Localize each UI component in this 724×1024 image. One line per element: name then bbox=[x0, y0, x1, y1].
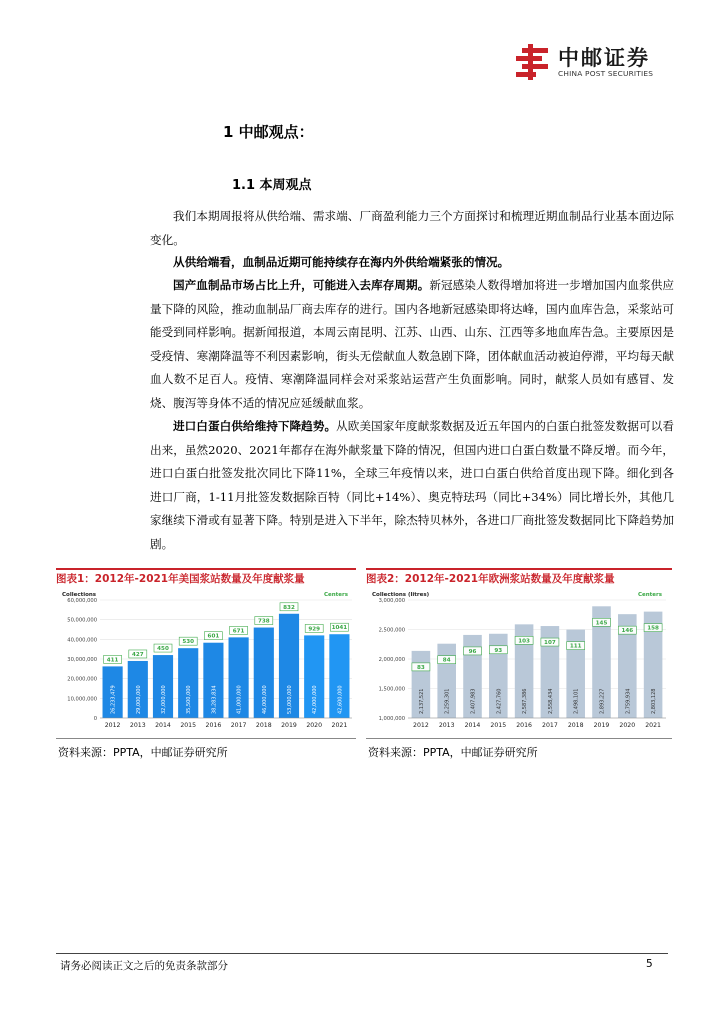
eu-center-label: 107 bbox=[544, 640, 556, 647]
us-ytick-label: 0 bbox=[93, 716, 97, 722]
eu-ylabel: Collections (litres) bbox=[372, 592, 430, 598]
us-bar-value-label: 46,000,000 bbox=[261, 685, 268, 714]
paragraph-supply-summary: 从供给端看，血制品近期可能持续存在海内外供给端紧张的情况。 bbox=[173, 255, 510, 269]
us-center-label: 427 bbox=[131, 651, 144, 658]
eu-bar-value-label: 2,587,386 bbox=[522, 688, 529, 714]
eu-xtick-label: 2014 bbox=[464, 722, 481, 729]
logo-cn-text: 中邮证券 bbox=[558, 46, 650, 70]
us-center-label: 411 bbox=[106, 657, 119, 664]
us-center-label: 832 bbox=[283, 604, 295, 611]
eu-ytick-label: 2,500,000 bbox=[378, 627, 405, 634]
us-center-label: 530 bbox=[182, 639, 195, 646]
eu-bar-value-label: 2,759,934 bbox=[625, 688, 632, 714]
paragraph-domestic-lead: 国产血制品市场占比上升，可能进入去库存周期。 bbox=[173, 278, 430, 292]
us-xtick-label: 2017 bbox=[230, 722, 247, 729]
eu-bar-value-label: 2,259,301 bbox=[444, 688, 451, 714]
us-xtick-label: 2013 bbox=[129, 722, 146, 729]
section-heading: 1 中邮观点： bbox=[223, 123, 314, 141]
eu-xtick-label: 2021 bbox=[645, 722, 661, 729]
us-xtick-label: 2020 bbox=[306, 722, 323, 729]
us-ytick-label: 50,000,000 bbox=[67, 617, 97, 624]
eu-center-label: 158 bbox=[647, 625, 659, 632]
eu-plasma-chart bbox=[366, 590, 672, 742]
eu-xtick-label: 2013 bbox=[438, 722, 455, 729]
eu-ytick-label: 2,000,000 bbox=[378, 657, 405, 663]
paragraph-intro: 我们本期周报将从供给端、需求端、厂商盈利能力三个方面探讨和梳理近期血制品行业基本面边际变化。 bbox=[150, 209, 674, 247]
us-xtick-label: 2018 bbox=[255, 722, 272, 729]
us-centers-legend: Centers bbox=[323, 592, 348, 598]
us-xtick-label: 2021 bbox=[331, 722, 348, 729]
figure-1-bottom-rule bbox=[56, 738, 356, 739]
us-bar-value-label: 42,000,000 bbox=[312, 685, 319, 714]
us-center-label: 601 bbox=[207, 633, 220, 640]
us-ytick-label: 20,000,000 bbox=[67, 676, 97, 683]
footer-disclaimer: 请务必阅读正文之后的免责条款部分 bbox=[60, 960, 228, 972]
us-bar-value-label: 41,000,000 bbox=[236, 685, 243, 714]
paragraph-import-body: 从欧美国家年度献浆数据及近五年国内的白蛋白批签发数据可以看出来，虽然2020、2021年都存在海外献浆量下降的情况，但国内进口白蛋白数量不降反增。而今年，进口白蛋白批签发批次同比下降11%，全球三年疫情以来，进口白蛋白供给首度出现下降。细化到各进口厂商，1-11月批签发数据除百特（同比+14%）、奥克特珐玛（同比+34%）同比增长外，其他几家继续下滑或有显著下降。特别是进入下半年，除杰特贝林外，各进口厂商批签发数据同比下降趋势加剧。 bbox=[150, 419, 674, 551]
footer-rule bbox=[56, 953, 668, 954]
subsection-heading: 1.1 本周观点 bbox=[232, 178, 312, 193]
eu-bar-value-label: 2,498,101 bbox=[573, 688, 580, 714]
eu-xtick-label: 2019 bbox=[593, 722, 610, 729]
us-bar-value-label: 35,500,000 bbox=[186, 685, 193, 714]
eu-xtick-label: 2018 bbox=[567, 722, 584, 729]
us-ytick-label: 60,000,000 bbox=[67, 598, 97, 604]
eu-centers-legend: Centers bbox=[637, 592, 662, 598]
us-xtick-label: 2019 bbox=[281, 722, 297, 729]
us-bar-value-label: 53,000,000 bbox=[287, 685, 293, 714]
paragraph-import-albumin bbox=[150, 415, 674, 557]
us-center-label: 671 bbox=[232, 628, 245, 635]
eu-center-label: 93 bbox=[494, 647, 503, 654]
paragraph-domestic-body: 新冠感染人数得增加将进一步增加国内血浆供应量下降的风险，推动血制品厂商去库存的进行。国内各地新冠感染即将达峰，国内血库告急，采浆站可能受到同样影响。据新闻报道，本周云南昆明、江苏、山西、山东、江西等多地血库告急。主要原因是受疫情、寒潮降温等不利因素影响，街头无偿献血人数急剧下降，团体献血活动被迫停滞，平均每天献血人数不足百人。疫情、寒潮降温同样会对采浆站运营产生负面影响。同时，献浆人员如有感冒、发烧、腹泻等身体不适的情况应延缓献血浆。 bbox=[150, 278, 674, 410]
figure-2 bbox=[366, 568, 672, 728]
figure-1-title: 图表1：2012年-2021年美国浆站数量及年度献浆量 bbox=[56, 568, 356, 588]
eu-ytick-label: 1,000,000 bbox=[378, 716, 405, 722]
figure-2-title: 图表2：2012年-2021年欧洲浆站数量及年度献浆量 bbox=[366, 568, 672, 588]
us-center-label: 1041 bbox=[331, 625, 348, 632]
us-plasma-chart bbox=[56, 590, 356, 742]
us-bar-value-label: 38,283,834 bbox=[211, 685, 218, 714]
eu-bar-value-label: 2,893,227 bbox=[599, 688, 606, 714]
eu-xtick-label: 2017 bbox=[542, 722, 558, 729]
eu-xtick-label: 2020 bbox=[619, 722, 636, 729]
us-xtick-label: 2015 bbox=[180, 722, 197, 729]
us-ylabel: Collections bbox=[62, 592, 97, 598]
us-ytick-label: 40,000,000 bbox=[67, 637, 97, 644]
paragraph-import-lead: 进口白蛋白供给维持下降趋势。 bbox=[173, 419, 337, 433]
us-center-label: 738 bbox=[257, 618, 270, 625]
eu-center-label: 146 bbox=[621, 628, 634, 635]
eu-center-label: 84 bbox=[442, 657, 451, 664]
eu-center-label: 96 bbox=[468, 648, 477, 655]
us-center-label: 450 bbox=[157, 646, 169, 653]
eu-bar-value-label: 2,137,521 bbox=[418, 688, 425, 714]
us-bar-value-label: 42,600,000 bbox=[337, 685, 344, 714]
eu-ytick-label: 1,500,000 bbox=[378, 686, 405, 693]
us-xtick-label: 2012 bbox=[104, 722, 121, 729]
eu-bar-value-label: 2,558,434 bbox=[547, 688, 554, 714]
us-ytick-label: 30,000,000 bbox=[67, 657, 97, 663]
figure-1 bbox=[56, 568, 356, 728]
us-bar-value-label: 29,000,000 bbox=[135, 685, 142, 714]
figure-1-source: 资料来源：PPTA，中邮证券研究所 bbox=[58, 746, 228, 759]
company-logo bbox=[514, 44, 674, 84]
figure-2-bottom-rule bbox=[366, 738, 672, 739]
us-xtick-label: 2014 bbox=[155, 722, 171, 729]
eu-xtick-label: 2012 bbox=[413, 722, 429, 729]
page-number: 5 bbox=[646, 958, 653, 970]
paragraph-domestic-market bbox=[150, 274, 674, 416]
us-center-label: 929 bbox=[308, 626, 321, 633]
us-xtick-label: 2016 bbox=[205, 722, 222, 729]
eu-ytick-label: 3,000,000 bbox=[378, 598, 405, 604]
logo-en-text: CHINA POST SECURITIES bbox=[558, 69, 654, 78]
eu-xtick-label: 2016 bbox=[516, 722, 532, 729]
us-bar-value-label: 32,000,000 bbox=[161, 685, 167, 714]
eu-center-label: 83 bbox=[417, 664, 425, 671]
eu-xtick-label: 2015 bbox=[490, 722, 507, 729]
us-bar-value-label: 26,233,479 bbox=[110, 685, 117, 714]
figure-2-source: 资料来源：PPTA，中邮证券研究所 bbox=[368, 746, 538, 759]
eu-bar-value-label: 2,803,128 bbox=[651, 688, 658, 714]
eu-center-label: 111 bbox=[569, 643, 582, 650]
china-post-logo-icon bbox=[514, 44, 552, 80]
eu-center-label: 145 bbox=[595, 620, 608, 627]
eu-center-label: 103 bbox=[518, 638, 530, 645]
eu-bar-value-label: 2,407,983 bbox=[470, 688, 477, 714]
us-ytick-label: 10,000,000 bbox=[67, 696, 97, 703]
eu-bar-value-label: 2,427,760 bbox=[496, 688, 503, 714]
